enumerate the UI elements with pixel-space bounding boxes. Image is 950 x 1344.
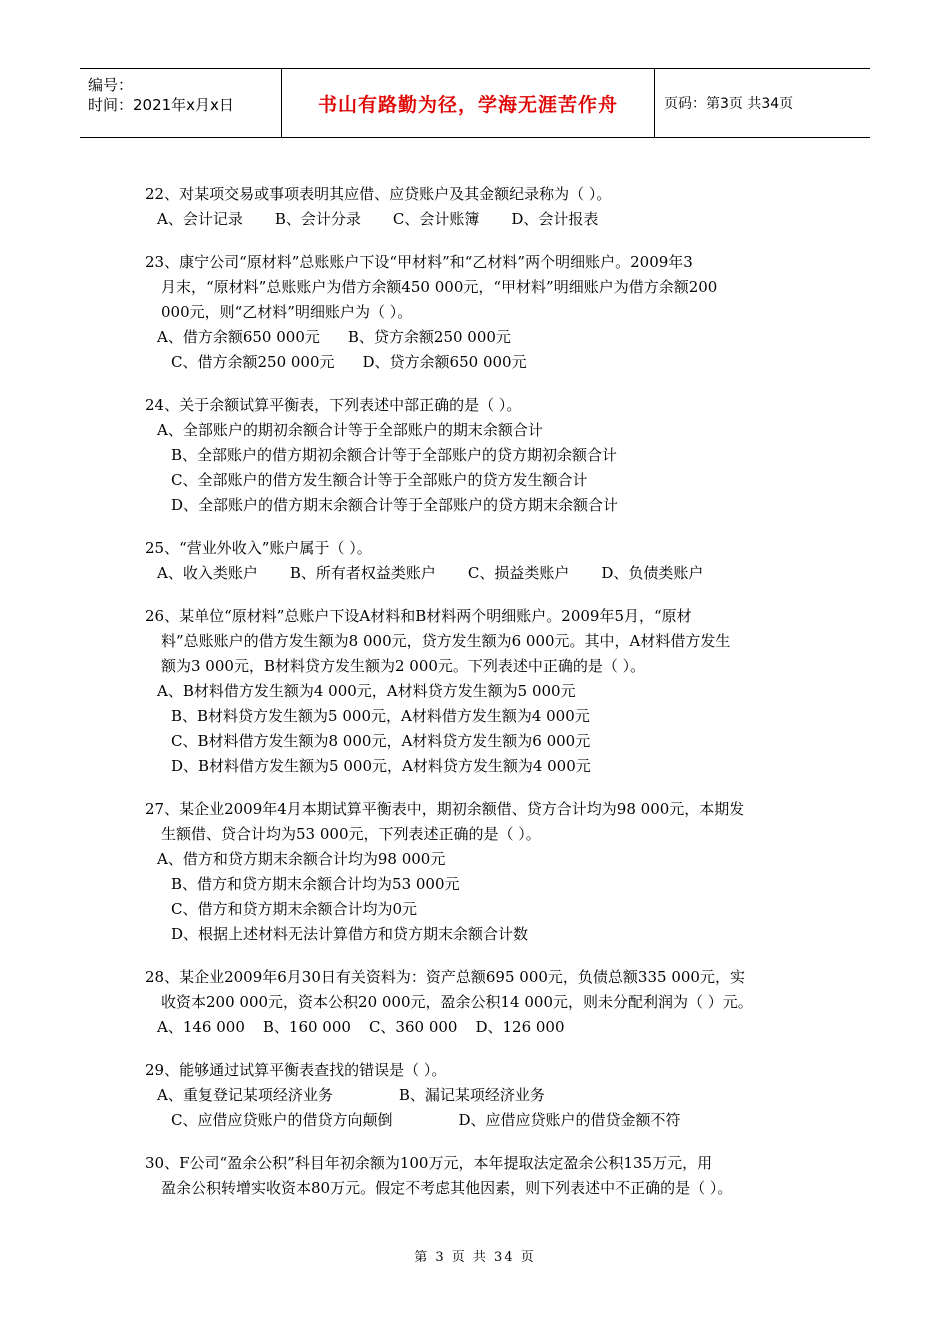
option-label: C、360 000 [368, 1018, 458, 1036]
option-row [145, 679, 815, 704]
option-label: B、贷方余额250 000元 [347, 328, 511, 346]
option-label: A、借方余额650 000元 [157, 328, 320, 346]
question-text: 22、对某项交易或事项表明其应借、应贷账户及其金额纪录称为（ ）。 [145, 185, 612, 203]
option-label: A、借方和贷方期末余额合计均为98 000元 [157, 850, 446, 868]
option-row [145, 418, 815, 443]
question-item [145, 393, 815, 518]
option-row [145, 922, 815, 947]
question-item [145, 1151, 815, 1201]
question-text-continued: 料”总账账户的借方发生额为8 000元，贷方发生额为6 000元。其中，A材料借方发生 [161, 632, 731, 650]
option-label: B、会计分录 [274, 210, 361, 228]
option-row [145, 1083, 815, 1108]
option-label: C、全部账户的借方发生额合计等于全部账户的贷方发生额合计 [171, 471, 588, 489]
question-text: 27、某企业2009年4月本期试算平衡表中，期初余额借、贷方合计均为98 000元，本期发 [145, 800, 745, 818]
option-row [145, 872, 815, 897]
question-text-continued: 000元，则“乙材料”明细账户为（ ）。 [161, 303, 413, 321]
question-item [145, 965, 815, 1040]
option-label: C、B材料借方发生额为8 000元，A材料贷方发生额为6 000元 [171, 732, 591, 750]
question-list [145, 182, 815, 1219]
option-row [145, 754, 815, 779]
option-label: C、借方余额250 000元 [171, 353, 335, 371]
option-label: D、应借应贷账户的借贷金额不符 [458, 1111, 681, 1129]
option-row [145, 350, 815, 375]
option-label: A、收入类账户 [157, 564, 258, 582]
page-footer: 第 3 页 共 34 页 [414, 1250, 536, 1265]
question-item [145, 604, 815, 779]
question-text: 23、康宁公司“原材料”总账账户下设“甲材料”和“乙材料”两个明细账户。2009年3 [145, 253, 693, 271]
option-label: D、负债类账户 [601, 564, 704, 582]
option-row [145, 468, 815, 493]
option-label: A、全部账户的期初余额合计等于全部账户的期末余额合计 [157, 421, 543, 439]
option-row [145, 207, 815, 232]
option-label: D、贷方余额650 000元 [362, 353, 527, 371]
option-row [145, 1108, 815, 1133]
header-motto-cell [282, 69, 655, 137]
question-item [145, 250, 815, 375]
option-label: B、借方和贷方期末余额合计均为53 000元 [171, 875, 460, 893]
question-text: 28、某企业2009年6月30日有关资料为：资产总额695 000元，负债总额335 000元，实 [145, 968, 745, 986]
page-header [80, 68, 870, 138]
question-text-continued: 盈余公积转增实收资本80万元。假定不考虑其他因素，则下列表述中不正确的是（ ）。 [161, 1179, 733, 1197]
option-label: A、重复登记某项经济业务 [157, 1086, 333, 1104]
question-text: 26、某单位“原材料”总账户下设A材料和B材料两个明细账户。2009年5月，“原材 [145, 607, 692, 625]
option-label: D、会计报表 [511, 210, 599, 228]
option-label: D、全部账户的借方期末余额合计等于全部账户的贷方期末余额合计 [171, 496, 619, 514]
document-time-label: 时间：2021年x月x日 [88, 96, 234, 114]
option-label: D、B材料借方发生额为5 000元，A材料贷方发生额为4 000元 [171, 757, 591, 775]
document-number-label: 编号： [88, 76, 134, 94]
option-label: D、根据上述材料无法计算借方和贷方期末余额合计数 [171, 925, 529, 943]
option-row [145, 443, 815, 468]
option-row [145, 325, 815, 350]
option-label: C、损益类账户 [467, 564, 570, 582]
question-text: 29、能够通过试算平衡表查找的错误是（ ）。 [145, 1061, 447, 1079]
option-label: A、B材料借方发生额为4 000元，A材料贷方发生额为5 000元 [157, 682, 576, 700]
question-text-continued: 额为3 000元，B材料贷方发生额为2 000元。下列表述中正确的是（ ）。 [161, 657, 646, 675]
question-text: 30、F公司“盈余公积”科目年初余额为100万元，本年提取法定盈余公积135万元，用 [145, 1154, 713, 1172]
option-label: B、漏记某项经济业务 [398, 1086, 545, 1104]
option-row [145, 729, 815, 754]
question-item [145, 536, 815, 586]
question-text-continued: 收资本200 000元，资本公积20 000元，盈余公积14 000元，则未分配利润为（ ）元。 [161, 993, 753, 1011]
option-label: C、应借应贷账户的借贷方向颠倒 [171, 1111, 393, 1129]
option-label: C、会计账簿 [392, 210, 480, 228]
option-label: A、146 000 [157, 1018, 245, 1036]
question-item [145, 1058, 815, 1133]
option-label: B、全部账户的借方期初余额合计等于全部账户的贷方期初余额合计 [171, 446, 618, 464]
option-row [145, 493, 815, 518]
option-label: B、160 000 [262, 1018, 351, 1036]
option-row [145, 847, 815, 872]
option-row [145, 561, 815, 586]
question-text-continued: 生额借、贷合计均为53 000元，下列表述正确的是（ ）。 [161, 825, 541, 843]
header-meta [80, 69, 282, 137]
option-label: D、126 000 [475, 1018, 565, 1036]
option-label: C、借方和贷方期末余额合计均为0元 [171, 900, 418, 918]
header-page-info: 页码：第3页 共34页 [664, 96, 794, 112]
question-text: 25、“营业外收入”账户属于（ ）。 [145, 539, 372, 557]
question-item [145, 182, 815, 232]
header-motto: 书山有路勤为径，学海无涯苦作舟 [317, 93, 618, 116]
option-row [145, 1015, 815, 1040]
question-text: 24、关于余额试算平衡表，下列表述中部正确的是（ ）。 [145, 396, 522, 414]
option-label: B、所有者权益类账户 [289, 564, 436, 582]
question-item [145, 797, 815, 947]
option-row [145, 704, 815, 729]
option-label: B、B材料贷方发生额为5 000元，A材料借方发生额为4 000元 [171, 707, 590, 725]
option-label: A、会计记录 [157, 210, 243, 228]
option-row [145, 897, 815, 922]
question-text-continued: 月末，“原材料”总账账户为借方余额450 000元，“甲材料”明细账户为借方余额200 [161, 278, 718, 296]
